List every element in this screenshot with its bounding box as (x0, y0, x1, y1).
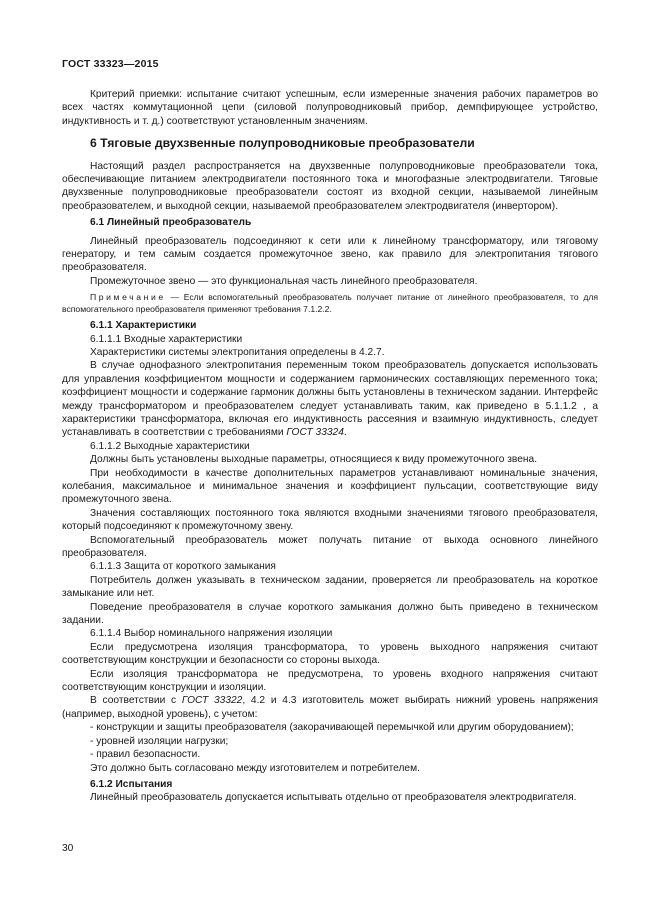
section-6-1-paragraph-1: Линейный преобразователь подсоединяют к сети или к линейному трансформатору, или тяговому генератору, и тем самым создается промежуточное звено, как правило для электропитания тягового преобразователя. (62, 235, 598, 274)
gost-33324-reference: ГОСТ 33324 (286, 427, 344, 439)
section-6-1-1-2-paragraph-2: При необходимости в качестве дополнительных параметров устанавливают номинальные значения, колебания, максимальное и минимальное значения и коэффициент пульсации, соответствующие виду промежуточного звена. (62, 467, 598, 506)
list-item: - правил безопасности. (90, 749, 201, 761)
paragraph-text: В соответствии с (90, 695, 182, 707)
section-6-1-1-2-paragraph-4: Вспомогательный преобразователь может получать питание от выхода основного линейного преобразователя. (62, 534, 598, 559)
list-item: - уровней изоляции нагрузки; (90, 735, 229, 747)
note-text: — Если вспомогательный преобразователь получает питание от линейного преобразователя, то для вспомогательного преобразователя применяют требования 7.1.2.2. (62, 292, 598, 314)
section-6-1-1-2-paragraph-3: Значения составляющих постоянного тока являются входными значениями тягового преобразователя, который подсоединяют к промежуточному звену. (62, 507, 598, 533)
section-6-1-1-2-paragraph-1: Должны быть установлены выходные параметры, относящиеся к виду промежуточного звена. (90, 454, 538, 466)
page-number: 30 (62, 843, 74, 854)
section-6-1-1-4-paragraph-3 (62, 694, 598, 721)
gost-33322-reference: ГОСТ 33322 (181, 695, 243, 707)
section-6-1-1-4-paragraph-1: Если предусмотрена изоляция трансформатора, то уровень выходного напряжения считают соответствующим конструкции и безопасности со стороны выхода. (62, 641, 598, 667)
paragraph-text: В случае однофазного электропитания переменным током преобразователь допускается использовать для управления коэффициентом мощности и содержанием гармонических составляющих переменного тока; коэффициент мощности и содержание гармоник должны быть установлены в техническом задании. Интерфейс между трансформатором и преобразователем следует устанавливать таким, как приведено в 5.1.1.2 , а характеристики трансформатора, включая его индуктивность рассеяния и взаимную индуктивность, следует устанавливать в соответствии с требованиями (62, 360, 598, 439)
paragraph-text-end: , 4.2 и 4.3 изготовитель может выбирать нижний уровень напряжения (например, выходной уровень), с учетом: (62, 695, 599, 720)
section-6-1-1-2-heading: 6.1.1.2 Выходные характеристики (90, 440, 250, 452)
section-6-intro: Настоящий раздел распространяется на двухзвенные полупроводниковые преобразователи тока, обеспечивающие питанием электродвигатели постоянного тока и многофазные электродвигатели. Тяговые двухзвенные полупроводниковые преобразователи состоят из входной секции, называемой линейным преобразователем, и выходной секции, называемой преобразователем электродвигателя (инвертором). (62, 160, 598, 212)
section-6-1-1-1-paragraph-1: Характеристики системы электропитания определены в 4.2.7. (90, 346, 385, 358)
section-6-1-1-3-heading: 6.1.1.3 Защита от короткого замыкания (90, 561, 276, 573)
section-6-1-1-4-paragraph-4: Это должно быть согласовано между изготовителем и потребителем. (90, 762, 420, 774)
section-6-1-2-heading: 6.1.2 Испытания (90, 778, 173, 790)
note-label: Примечание (90, 292, 166, 303)
section-6-1-2-paragraph-1: Линейный преобразователь допускается испытывать отдельно от преобразователя электродвигателя. (90, 792, 577, 804)
section-6-1-1-1-paragraph-2 (62, 359, 598, 439)
section-6-1-1-4-heading: 6.1.1.4 Выбор номинального напряжения изоляции (90, 628, 333, 640)
section-6-heading: 6 Тяговые двухзвенные полупроводниковые преобразователи (90, 136, 475, 151)
section-6-1-1-3-paragraph-1: Потребитель должен указывать в техническом задании, проверяется ли преобразователь на короткое замыкание или нет. (62, 574, 598, 600)
section-6-1-1-heading: 6.1.1 Характеристики (90, 320, 197, 332)
section-6-1-heading: 6.1 Линейный преобразователь (90, 217, 252, 229)
section-6-1-1-1-heading: 6.1.1.1 Входные характеристики (90, 333, 243, 345)
acceptance-paragraph: Критерий приемки: испытание считают успешным, если измеренные значения рабочих параметров во всех частях коммутационной цепи (силовой полупроводниковый прибор, демпфирующее устройство, индуктивность и т. д.) соответствуют установленным значениям. (62, 89, 598, 127)
section-6-1-paragraph-2: Промежуточное звено — это функциональная часть линейного преобразователя. (90, 275, 478, 287)
list-item: - конструкции и защиты преобразователя (закорачивающей перемычкой или другим оборудованием); (90, 722, 574, 734)
document-header: ГОСТ 33323—2015 (62, 58, 159, 70)
paragraph-text-end: . (343, 427, 347, 439)
section-6-1-1-4-paragraph-2: Если изоляция трансформатора не предусмотрена, то уровень входного напряжения считают соответствующим конструкции и изоляции. (62, 668, 598, 694)
document-body (62, 88, 598, 805)
section-6-1-1-3-paragraph-2: Поведение преобразователя в случае короткого замыкания должно быть приведено в техническом задании. (62, 601, 598, 627)
note (62, 292, 598, 315)
